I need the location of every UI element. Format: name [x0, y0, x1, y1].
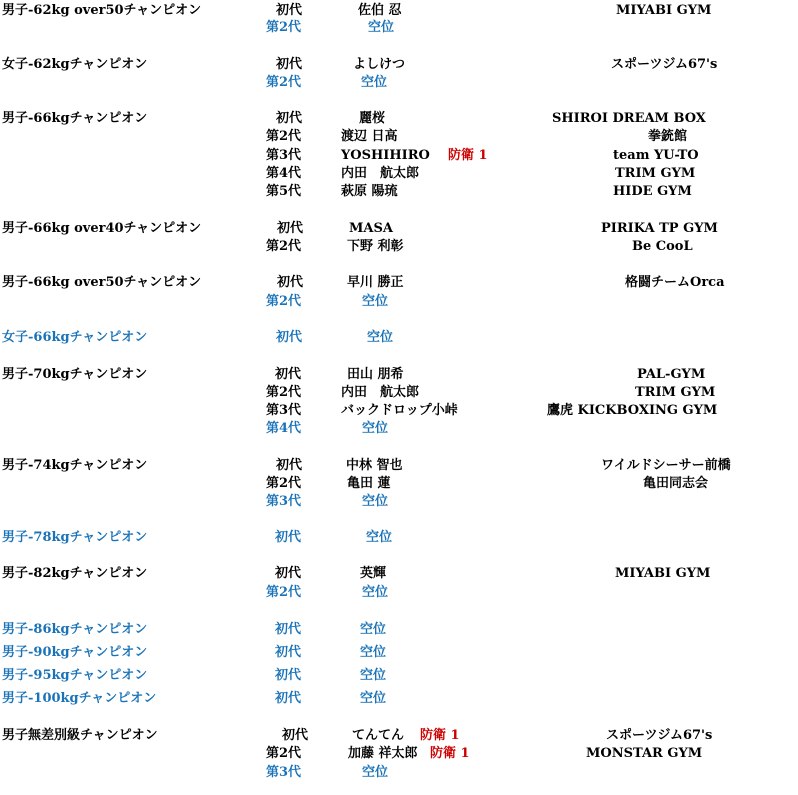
- champion-name: 亀田 蓮: [347, 476, 391, 491]
- vacant-label: 空位: [360, 622, 387, 637]
- vacant-label: 空位: [362, 421, 389, 436]
- champion-name: 田山 朋希: [347, 367, 404, 382]
- generation-label: 第2代: [266, 294, 302, 309]
- division-title: 男子-86kgチャンピオン: [2, 622, 148, 637]
- division-title: 男子-90kgチャンピオン: [2, 645, 148, 660]
- gym-name: 鷹虎 KICKBOXING GYM: [547, 403, 718, 418]
- generation-label: 第2代: [266, 129, 302, 144]
- generation-label: 第4代: [266, 166, 302, 181]
- vacant-label: 空位: [366, 530, 393, 545]
- generation-label: 初代: [276, 57, 303, 72]
- champion-name: 内田 航太郎: [341, 385, 420, 400]
- gym-name: MONSTAR GYM: [586, 746, 703, 761]
- generation-label: 第4代: [266, 421, 302, 436]
- generation-label: 第3代: [266, 148, 302, 163]
- gym-name: MIYABI GYM: [615, 566, 711, 581]
- generation-label: 初代: [275, 691, 302, 706]
- champion-name: 早川 勝正: [347, 275, 404, 290]
- gym-name: team YU-TO: [613, 148, 699, 163]
- generation-label: 第3代: [266, 403, 302, 418]
- champion-name: 内田 航太郎: [341, 166, 420, 181]
- vacant-label: 空位: [361, 75, 388, 90]
- gym-name: PAL-GYM: [637, 367, 706, 382]
- generation-label: 第2代: [266, 476, 302, 491]
- champion-name: てんてん: [352, 728, 405, 743]
- gym-name: MIYABI GYM: [616, 3, 712, 18]
- division-title: 男子無差別級チャンピオン: [2, 728, 158, 743]
- generation-label: 初代: [276, 458, 303, 473]
- division-title: 女子-66kgチャンピオン: [2, 330, 148, 345]
- generation-label: 初代: [277, 221, 304, 236]
- generation-label: 第3代: [266, 494, 302, 509]
- gym-name: Be CooL: [632, 239, 693, 254]
- champion-name: 萩原 陽琉: [341, 184, 398, 199]
- division-title: 男子-74kgチャンピオン: [2, 458, 148, 473]
- gym-name: 格闘チームOrca: [625, 275, 725, 290]
- vacant-label: 空位: [362, 765, 389, 780]
- generation-label: 第2代: [266, 75, 302, 90]
- defense-count: 防衛 1: [448, 148, 488, 163]
- division-title: 男子-66kg over40チャンピオン: [2, 221, 202, 236]
- gym-name: SHIROI DREAM BOX: [552, 111, 706, 126]
- champion-name: 佐伯 忍: [358, 3, 402, 18]
- vacant-label: 空位: [368, 20, 395, 35]
- champion-name: 下野 利彰: [347, 239, 404, 254]
- defense-count: 防衛 1: [420, 728, 460, 743]
- defense-count: 防衛 1: [430, 746, 470, 761]
- gym-name: TRIM GYM: [635, 385, 716, 400]
- generation-label: 初代: [275, 367, 302, 382]
- gym-name: スポーツジム67's: [611, 57, 718, 72]
- gym-name: TRIM GYM: [615, 166, 696, 181]
- division-title: 男子-62kg over50チャンピオン: [2, 3, 202, 18]
- generation-label: 初代: [276, 111, 303, 126]
- generation-label: 第5代: [266, 184, 302, 199]
- champion-name: 麗桜: [359, 111, 386, 126]
- generation-label: 第2代: [266, 20, 302, 35]
- gym-name: 拳銃館: [648, 129, 688, 144]
- generation-label: 第3代: [266, 765, 302, 780]
- generation-label: 初代: [277, 275, 304, 290]
- vacant-label: 空位: [360, 691, 387, 706]
- gym-name: HIDE GYM: [613, 184, 692, 199]
- gym-name: スポーツジム67's: [606, 728, 713, 743]
- generation-label: 第2代: [266, 385, 302, 400]
- division-title: 男子-100kgチャンピオン: [2, 691, 157, 706]
- generation-label: 初代: [275, 668, 302, 683]
- champion-name: 渡辺 日高: [341, 129, 398, 144]
- generation-label: 第2代: [266, 746, 302, 761]
- gym-name: 亀田同志会: [643, 476, 709, 491]
- champion-name: 加藤 祥太郎: [348, 746, 418, 761]
- generation-label: 第2代: [266, 239, 302, 254]
- generation-label: 初代: [275, 530, 302, 545]
- generation-label: 第2代: [266, 585, 302, 600]
- generation-label: 初代: [275, 645, 302, 660]
- vacant-label: 空位: [360, 668, 387, 683]
- champion-name: よしけつ: [353, 57, 406, 72]
- gym-name: ワイルドシーサー前橋: [601, 458, 731, 473]
- gym-name: PIRIKA TP GYM: [601, 221, 718, 236]
- champion-name: MASA: [349, 221, 393, 236]
- division-title: 男子-70kgチャンピオン: [2, 367, 148, 382]
- vacant-label: 空位: [362, 294, 389, 309]
- division-title: 男子-82kgチャンピオン: [2, 566, 148, 581]
- champion-name: 中林 智也: [346, 458, 403, 473]
- vacant-label: 空位: [367, 330, 394, 345]
- division-title: 男子-66kg over50チャンピオン: [2, 275, 202, 290]
- generation-label: 初代: [275, 566, 302, 581]
- division-title: 男子-78kgチャンピオン: [2, 530, 148, 545]
- generation-label: 初代: [282, 728, 309, 743]
- division-title: 男子-66kgチャンピオン: [2, 111, 148, 126]
- champion-name: 英輝: [360, 566, 387, 581]
- generation-label: 初代: [275, 622, 302, 637]
- division-title: 男子-95kgチャンピオン: [2, 668, 148, 683]
- vacant-label: 空位: [360, 645, 387, 660]
- champion-name: バックドロップ小峠: [341, 403, 458, 418]
- vacant-label: 空位: [362, 494, 389, 509]
- champion-name: YOSHIHIRO: [341, 148, 430, 163]
- generation-label: 初代: [276, 330, 303, 345]
- division-title: 女子-62kgチャンピオン: [2, 57, 148, 72]
- generation-label: 初代: [276, 3, 303, 18]
- vacant-label: 空位: [362, 585, 389, 600]
